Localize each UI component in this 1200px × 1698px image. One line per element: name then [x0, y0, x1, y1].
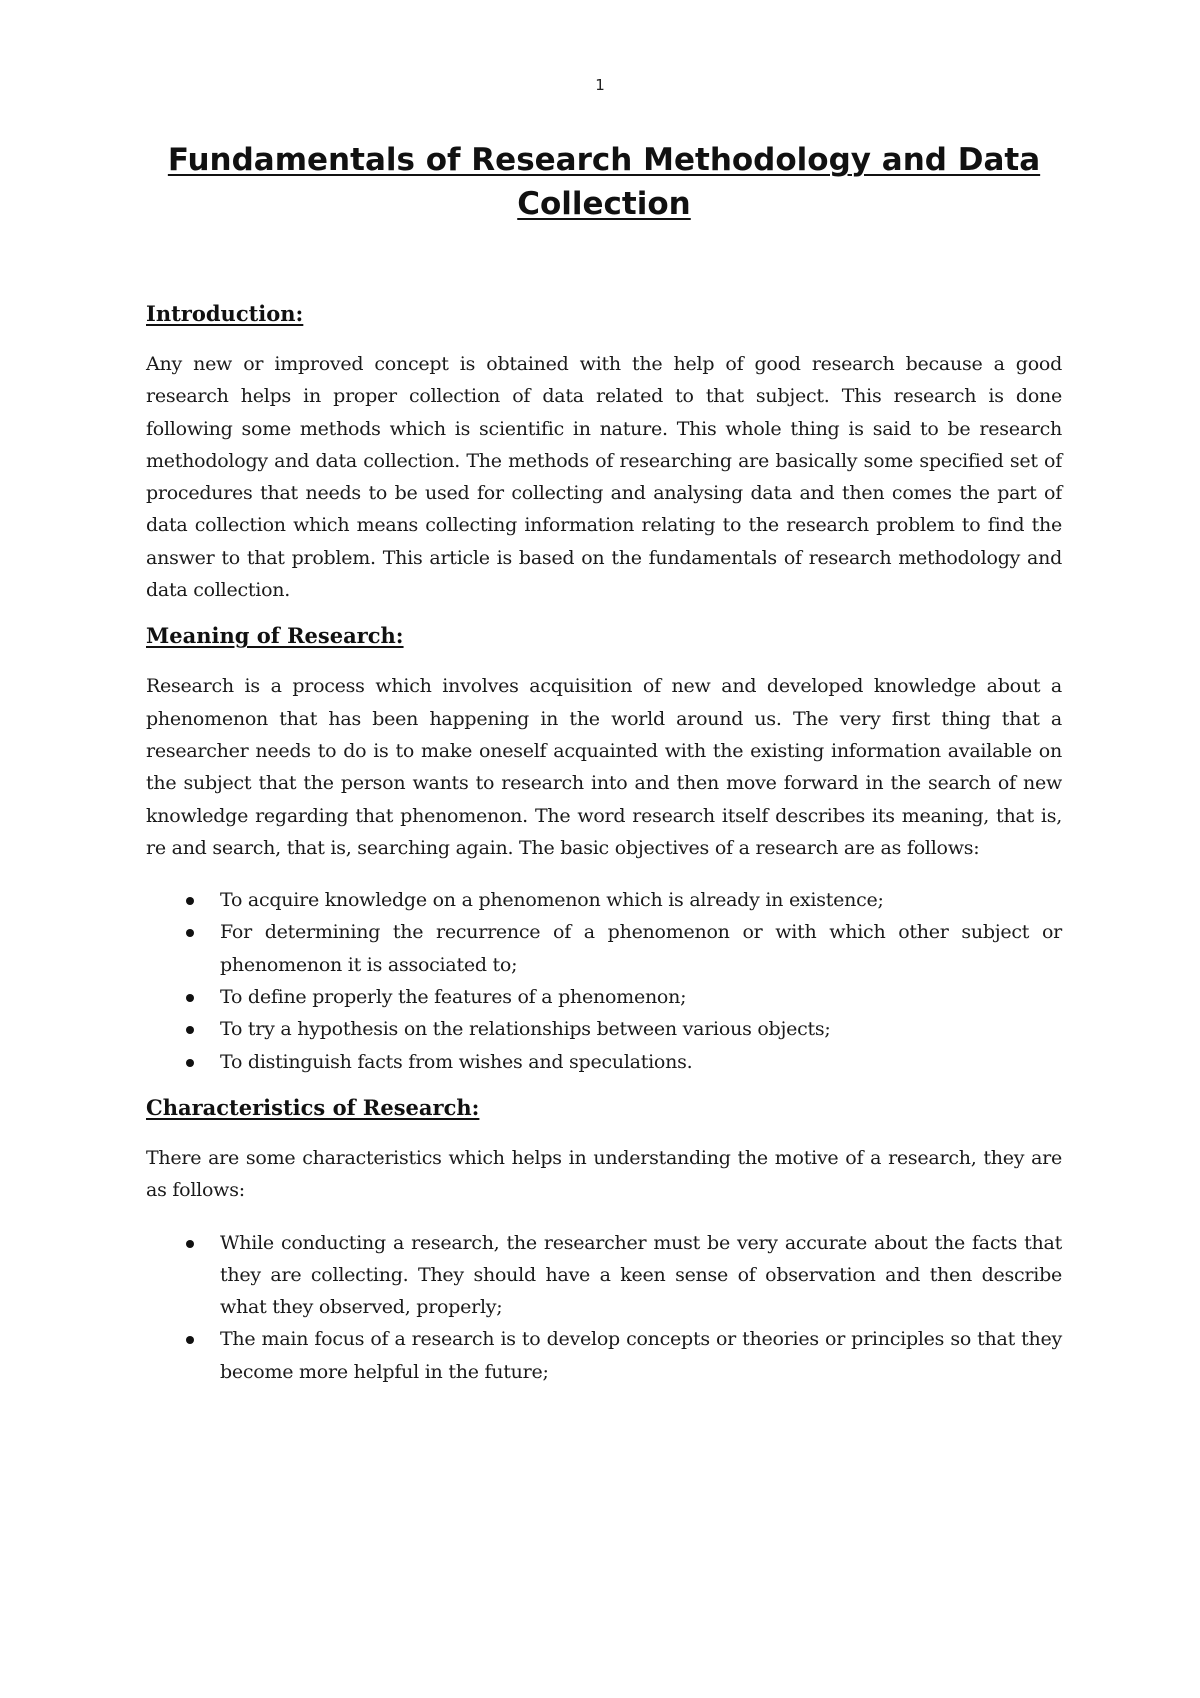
characteristics-paragraph: There are some characteristics which helps in understanding the motive of a research, they are as follows: [146, 1146, 1062, 1202]
list-item-text: To acquire knowledge on a phenomenon which is already in existence; [220, 889, 884, 912]
bullet-icon [186, 1026, 194, 1034]
meaning-paragraph: Research is a process which involves acquisition of new and developed knowledge about a phenomenon that has been happening in the world around us. The very first thing that a researcher needs to do is to make oneself acquainted with the existing information available on the subject that the person wants to research into and then move forward in the search of new knowledge regarding that phenomenon. The word research itself describes its meaning, that is, re and search, that is, searching again. The basic objectives of a research are as follows: [146, 675, 1062, 859]
document-title: Fundamentals of Research Methodology and Data Collection [167, 142, 1041, 222]
characteristics-heading: Characteristics of Research: [146, 1094, 480, 1120]
list-item [146, 884, 1062, 916]
objectives-list [146, 884, 1062, 1078]
list-item-text: To define properly the features of a phenomenon; [220, 986, 687, 1009]
list-item [146, 916, 1062, 981]
list-item-text: While conducting a research, the researcher must be very accurate about the facts that they are collecting. They should have a keen sense of observation and then describe what they observed, properly; [220, 1231, 1062, 1319]
list-item-text: For determining the recurrence of a phenomenon or with which other subject or phenomenon it is associated to; [220, 921, 1062, 976]
list-item [146, 1046, 1062, 1078]
bullet-icon [186, 1240, 194, 1248]
introduction-heading: Introduction: [146, 301, 304, 326]
list-item [146, 1323, 1062, 1388]
page-number: 1 [595, 76, 605, 94]
list-item [146, 981, 1062, 1013]
bullet-icon [186, 897, 194, 905]
bullet-icon [186, 994, 194, 1002]
introduction-paragraph: Any new or improved concept is obtained with the help of good research because a good research helps in proper collection of data related to that subject. This research is done following some methods which is scientific in nature. This whole thing is said to be research methodology and data collection. The methods of researching are basically some specified set of procedures that needs to be used for collecting and analysing data and then comes the part of data collection which means collecting information relating to the research problem to find the answer to that problem. This article is based on the fundamentals of research methodology and data collection. [146, 353, 1062, 602]
list-item [146, 1227, 1062, 1324]
characteristics-list [146, 1227, 1062, 1388]
list-item [146, 1013, 1062, 1045]
list-item-text: The main focus of a research is to develop concepts or theories or principles so that they become more helpful in the future; [220, 1328, 1062, 1383]
list-item-text: To distinguish facts from wishes and speculations. [220, 1050, 693, 1073]
bullet-icon [186, 929, 194, 937]
list-item-text: To try a hypothesis on the relationships between various objects; [220, 1018, 831, 1041]
document-body [146, 138, 1062, 1388]
bullet-icon [186, 1336, 194, 1344]
meaning-heading: Meaning of Research: [146, 623, 404, 649]
bullet-icon [186, 1059, 194, 1067]
